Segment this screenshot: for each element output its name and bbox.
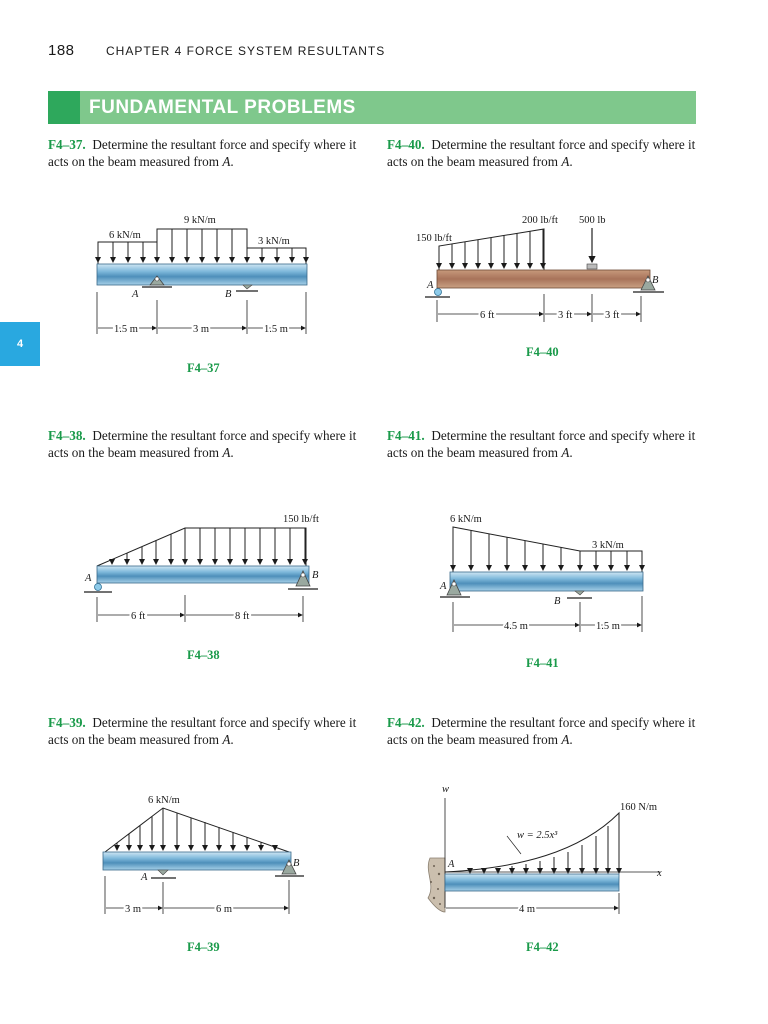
figure-caption-f4-41: F4–41 — [526, 656, 559, 670]
point-label: A — [141, 872, 148, 883]
dimension-label: 6 ft — [131, 611, 146, 622]
problem-text-end: . — [569, 154, 573, 169]
figure-caption-f4-40: F4–40 — [526, 345, 559, 359]
figure-f4-41 — [439, 514, 643, 632]
load-label: 6 kN/m — [109, 230, 141, 241]
page-number: 188 — [48, 42, 75, 59]
distributed-load-arrows — [470, 813, 619, 873]
point-label: A — [222, 154, 231, 169]
roller-support-icon — [243, 285, 252, 289]
beam — [97, 264, 307, 285]
point-label: A — [440, 581, 447, 592]
problem-text-end: . — [230, 732, 234, 747]
problem-number: F4–37. — [48, 137, 86, 152]
figure-caption-f4-42: F4–42 — [526, 940, 559, 954]
fixed-wall-icon — [428, 858, 445, 912]
dimension-label: 4.5 m — [504, 621, 528, 632]
beam — [103, 852, 291, 870]
load-label: 6 kN/m — [148, 795, 180, 806]
dimension-label: 3 ft — [605, 310, 620, 321]
beam — [450, 572, 643, 591]
point-label: A — [448, 859, 455, 870]
load-label: 3 kN/m — [592, 540, 624, 551]
point-label: A — [85, 573, 92, 584]
chapter-side-tab: 4 — [0, 322, 40, 366]
figure-caption-f4-37: F4–37 — [187, 361, 220, 375]
point-label: B — [652, 275, 659, 286]
beam — [437, 270, 650, 288]
point-label: B — [312, 570, 319, 581]
point-label: B — [554, 596, 561, 607]
problem-text: Determine the resultant force and specify where it acts on the beam measured from — [48, 137, 357, 169]
point-label: A — [222, 445, 231, 460]
distributed-load-arrows — [439, 229, 543, 268]
figure-f4-42 — [428, 784, 662, 915]
problem-number: F4–40. — [387, 137, 425, 152]
problem-number: F4–41. — [387, 428, 425, 443]
dimension-label: 6 ft — [480, 310, 495, 321]
roller-support-icon — [95, 584, 102, 591]
problem-text: Determine the resultant force and specify where it acts on the beam measured from — [387, 715, 696, 747]
point-label: B — [293, 858, 300, 869]
distributed-load-arrows — [112, 528, 305, 564]
problem-text: Determine the resultant force and specify where it acts on the beam measured from — [48, 715, 357, 747]
problem-text: Determine the resultant force and specify where it acts on the beam measured from — [387, 428, 696, 460]
roller-support-icon — [158, 870, 168, 875]
roller-support-icon — [435, 289, 442, 296]
problem-text-end: . — [569, 445, 573, 460]
dimension-label: 3 m — [125, 904, 142, 915]
dimension-label: 1.5 m — [114, 324, 138, 335]
point-label: A — [561, 154, 570, 169]
load-label: 9 kN/m — [184, 215, 216, 226]
beam — [97, 566, 309, 583]
problem-number: F4–38. — [48, 428, 86, 443]
dimension-label: 3 m — [193, 324, 210, 335]
dimension-label: 3 ft — [558, 310, 573, 321]
point-label: A — [132, 289, 139, 300]
dimension-label: 4 m — [519, 904, 536, 915]
figure-f4-40 — [416, 215, 664, 322]
figure-f4-39 — [103, 795, 304, 915]
load-label: 200 lb/ft — [522, 215, 558, 226]
problem-text-end: . — [230, 154, 234, 169]
roller-support-icon — [575, 591, 584, 595]
load-equation: w = 2.5x³ — [517, 830, 558, 841]
load-label: 160 N/m — [620, 802, 658, 813]
load-label: 500 lb — [579, 215, 606, 226]
dimension-lines — [97, 595, 303, 622]
chapter-title: CHAPTER 4 FORCE SYSTEM RESULTANTS — [106, 44, 386, 58]
point-label: A — [561, 445, 570, 460]
beam — [445, 874, 619, 891]
load-label: 6 kN/m — [450, 514, 482, 525]
problem-text: Determine the resultant force and specify where it acts on the beam measured from — [48, 428, 357, 460]
point-label: A — [561, 732, 570, 747]
problem-number: F4–42. — [387, 715, 425, 730]
problem-text-end: . — [569, 732, 573, 747]
point-label: A — [427, 280, 434, 291]
load-label: 150 lb/ft — [416, 233, 452, 244]
dimension-label: 1.5 m — [596, 621, 620, 632]
axis-label: x — [657, 868, 662, 879]
point-label: B — [225, 289, 232, 300]
section-banner: FUNDAMENTAL PROBLEMS — [80, 91, 696, 124]
dimension-label: 6 m — [216, 904, 233, 915]
distributed-load-arrows — [117, 808, 275, 850]
dimension-label: 8 ft — [235, 611, 250, 622]
load-label: 3 kN/m — [258, 236, 290, 247]
point-label: A — [222, 732, 231, 747]
problem-text-end: . — [230, 445, 234, 460]
dimension-label: 1.5 m — [264, 324, 288, 335]
problem-text: Determine the resultant force and specify where it acts on the beam measured from — [387, 137, 696, 169]
problem-number: F4–39. — [48, 715, 86, 730]
load-label: 150 lb/ft — [283, 514, 319, 525]
figure-f4-38 — [84, 514, 319, 622]
axis-label: w — [442, 784, 450, 795]
figure-f4-37 — [97, 215, 307, 335]
figure-caption-f4-38: F4–38 — [187, 648, 220, 662]
figure-caption-f4-39: F4–39 — [187, 940, 220, 954]
